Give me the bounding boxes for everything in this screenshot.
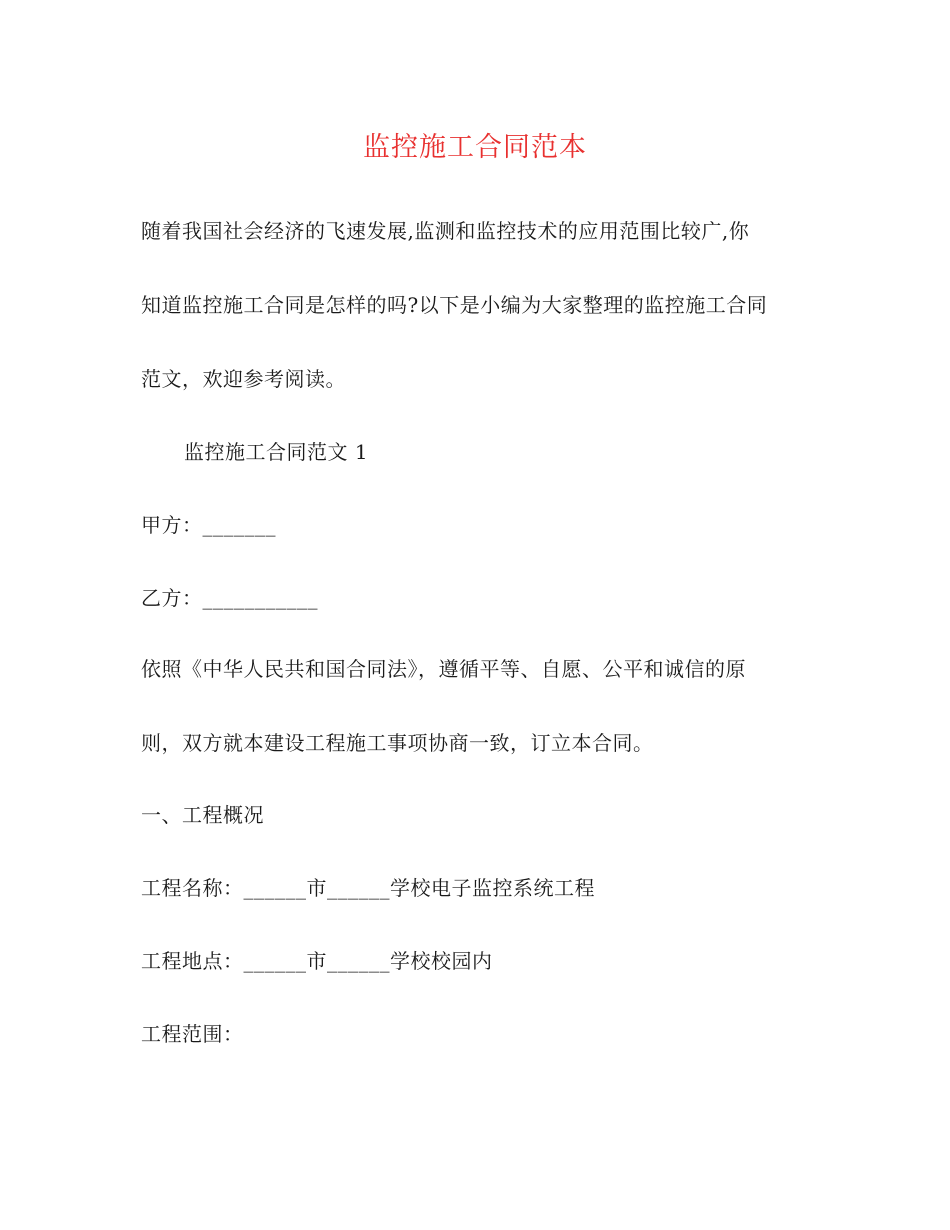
document-title: 监控施工合同范本: [363, 132, 587, 163]
project-location-line: 工程地点：______市______学校校园内: [141, 949, 493, 973]
basis-line-2: 则，双方就本建设工程施工事项协商一致，订立本合同。: [141, 731, 654, 755]
clause-1-heading: 一、工程概况: [141, 803, 264, 827]
party-b-line: 乙方：___________: [141, 586, 318, 610]
intro-line-3: 范文，欢迎参考阅读。: [141, 367, 346, 391]
section-heading: 监控施工合同范文 1: [184, 440, 369, 464]
party-a-line: 甲方：_______: [141, 513, 276, 537]
project-scope-line: 工程范围：: [141, 1022, 244, 1046]
basis-line-1: 依照《中华人民共和国合同法》，遵循平等、自愿、公平和诚信的原: [141, 657, 746, 681]
intro-line-2: 知道监控施工合同是怎样的吗?以下是小编为大家整理的监控施工合同: [141, 293, 768, 317]
intro-line-1: 随着我国社会经济的飞速发展,监测和监控技术的应用范围比较广,你: [141, 219, 750, 243]
project-name-line: 工程名称：______市______学校电子监控系统工程: [141, 876, 595, 900]
